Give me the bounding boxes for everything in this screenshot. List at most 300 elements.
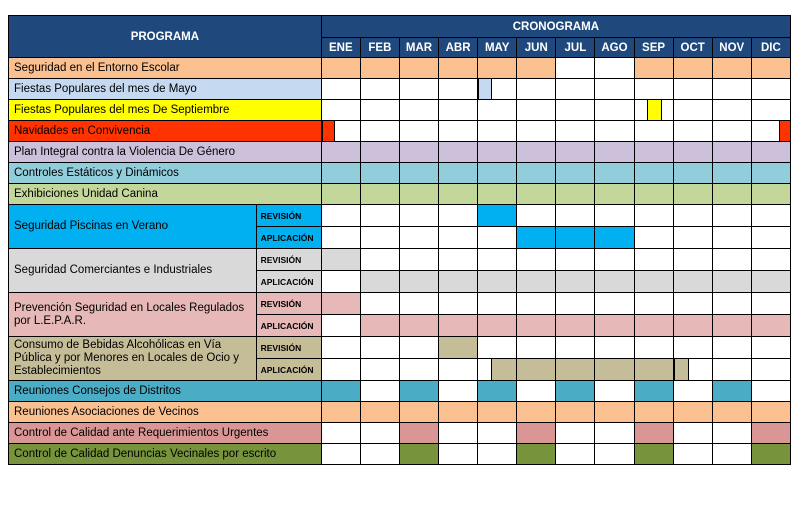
month-cell-may bbox=[478, 249, 517, 271]
month-cell-feb bbox=[360, 337, 399, 359]
schedule-bar bbox=[595, 315, 633, 336]
month-cell-abr bbox=[439, 79, 478, 100]
program-row bbox=[9, 163, 791, 184]
month-cell-oct bbox=[673, 337, 712, 359]
month-cell-dic bbox=[751, 402, 790, 423]
schedule-bar bbox=[635, 402, 673, 422]
schedule-bar bbox=[752, 142, 790, 162]
month-cell-jul bbox=[556, 205, 595, 227]
schedule-bar bbox=[517, 184, 555, 204]
month-cell-oct bbox=[673, 142, 712, 163]
month-cell-ene bbox=[321, 205, 360, 227]
schedule-bar bbox=[752, 58, 790, 78]
month-cell-jul bbox=[556, 100, 595, 121]
month-cell-ene bbox=[321, 227, 360, 249]
month-cell-ago bbox=[595, 444, 634, 465]
month-cell-sep bbox=[634, 58, 673, 79]
program-name: Control de Calidad Denuncias Vecinales por escrito bbox=[9, 444, 322, 465]
phase-label: APLICACIÓN bbox=[256, 315, 321, 337]
month-cell-mar bbox=[399, 142, 438, 163]
month-cell-oct bbox=[673, 79, 712, 100]
program-row bbox=[9, 142, 791, 163]
schedule-bar bbox=[595, 142, 633, 162]
month-cell-sep bbox=[634, 79, 673, 100]
month-cell-ago bbox=[595, 205, 634, 227]
month-cell-jun bbox=[517, 402, 556, 423]
month-cell-ene bbox=[321, 359, 360, 381]
program-row bbox=[9, 423, 791, 444]
month-cell-ago bbox=[595, 163, 634, 184]
schedule-bar bbox=[478, 58, 516, 78]
month-cell-feb bbox=[360, 142, 399, 163]
schedule-bar bbox=[635, 142, 673, 162]
program-name: Reuniones Consejos de Distritos bbox=[9, 381, 322, 402]
schedule-bar bbox=[400, 163, 438, 183]
schedule-bar bbox=[635, 359, 673, 380]
month-cell-feb bbox=[360, 359, 399, 381]
month-cell-jun bbox=[517, 423, 556, 444]
schedule-bar bbox=[635, 423, 673, 443]
schedule-bar bbox=[322, 58, 360, 78]
month-cell-oct bbox=[673, 381, 712, 402]
program-row bbox=[9, 79, 791, 100]
month-cell-mar bbox=[399, 271, 438, 293]
month-cell-feb bbox=[360, 79, 399, 100]
month-cell-ago bbox=[595, 100, 634, 121]
month-cell-dic bbox=[751, 315, 790, 337]
schedule-bar bbox=[478, 271, 516, 292]
schedule-bar bbox=[713, 184, 751, 204]
phase-label: APLICACIÓN bbox=[256, 271, 321, 293]
month-cell-ene bbox=[321, 163, 360, 184]
month-cell-feb bbox=[360, 184, 399, 205]
month-cell-ene bbox=[321, 402, 360, 423]
schedule-bar bbox=[674, 184, 712, 204]
schedule-bar bbox=[400, 58, 438, 78]
schedule-bar bbox=[752, 271, 790, 292]
schedule-bar bbox=[361, 402, 399, 422]
month-cell-feb bbox=[360, 402, 399, 423]
program-row bbox=[9, 121, 791, 142]
month-header-mar: MAR bbox=[399, 38, 438, 58]
month-cell-jul bbox=[556, 184, 595, 205]
program-row bbox=[9, 293, 791, 315]
program-row bbox=[9, 381, 791, 402]
month-header-feb: FEB bbox=[360, 38, 399, 58]
month-cell-feb bbox=[360, 227, 399, 249]
schedule-bar bbox=[361, 184, 399, 204]
month-header-sep: SEP bbox=[634, 38, 673, 58]
month-cell-abr bbox=[439, 249, 478, 271]
schedule-bar bbox=[322, 142, 360, 162]
month-cell-jun bbox=[517, 315, 556, 337]
month-cell-feb bbox=[360, 271, 399, 293]
month-cell-dic bbox=[751, 337, 790, 359]
month-cell-mar bbox=[399, 58, 438, 79]
program-row bbox=[9, 444, 791, 465]
month-cell-feb bbox=[360, 163, 399, 184]
month-cell-jul bbox=[556, 163, 595, 184]
month-cell-oct bbox=[673, 293, 712, 315]
month-cell-sep bbox=[634, 205, 673, 227]
month-cell-feb bbox=[360, 249, 399, 271]
month-cell-jul bbox=[556, 315, 595, 337]
month-cell-jun bbox=[517, 271, 556, 293]
month-cell-mar bbox=[399, 79, 438, 100]
month-cell-nov bbox=[712, 402, 751, 423]
program-name: Prevención Seguridad en Locales Regulados por L.E.P.A.R. bbox=[9, 293, 257, 337]
schedule-bar bbox=[713, 315, 751, 336]
month-cell-nov bbox=[712, 337, 751, 359]
month-cell-abr bbox=[439, 381, 478, 402]
schedule-bar bbox=[439, 58, 477, 78]
month-cell-jun bbox=[517, 205, 556, 227]
schedule-bar bbox=[779, 121, 791, 141]
month-cell-feb bbox=[360, 423, 399, 444]
month-cell-jul bbox=[556, 249, 595, 271]
month-cell-feb bbox=[360, 100, 399, 121]
month-cell-jun bbox=[517, 142, 556, 163]
month-cell-oct bbox=[673, 444, 712, 465]
month-cell-sep bbox=[634, 359, 673, 381]
month-header-dic: DIC bbox=[751, 38, 790, 58]
month-cell-jul bbox=[556, 271, 595, 293]
month-cell-ene bbox=[321, 444, 360, 465]
schedule-bar bbox=[361, 271, 399, 292]
month-cell-mar bbox=[399, 337, 438, 359]
program-name: Navidades en Convivencia bbox=[9, 121, 322, 142]
month-cell-may bbox=[478, 227, 517, 249]
schedule-bar bbox=[635, 163, 673, 183]
month-cell-mar bbox=[399, 205, 438, 227]
month-cell-dic bbox=[751, 271, 790, 293]
month-cell-may bbox=[478, 402, 517, 423]
month-cell-dic bbox=[751, 121, 790, 142]
month-header-oct: OCT bbox=[673, 38, 712, 58]
month-cell-jun bbox=[517, 79, 556, 100]
schedule-bar bbox=[674, 402, 712, 422]
schedule-bar bbox=[517, 58, 555, 78]
month-cell-feb bbox=[360, 205, 399, 227]
month-cell-abr bbox=[439, 205, 478, 227]
month-cell-jul bbox=[556, 381, 595, 402]
month-cell-jul bbox=[556, 79, 595, 100]
month-cell-sep bbox=[634, 337, 673, 359]
schedule-bar bbox=[635, 381, 673, 401]
month-cell-dic bbox=[751, 381, 790, 402]
month-cell-oct bbox=[673, 402, 712, 423]
month-cell-may bbox=[478, 184, 517, 205]
phase-label: APLICACIÓN bbox=[256, 227, 321, 249]
month-cell-ago bbox=[595, 79, 634, 100]
month-cell-feb bbox=[360, 444, 399, 465]
month-cell-sep bbox=[634, 381, 673, 402]
month-cell-dic bbox=[751, 100, 790, 121]
program-row bbox=[9, 249, 791, 271]
month-cell-dic bbox=[751, 205, 790, 227]
month-cell-jun bbox=[517, 337, 556, 359]
schedule-bar bbox=[361, 142, 399, 162]
schedule-bar bbox=[439, 402, 477, 422]
month-cell-ago bbox=[595, 249, 634, 271]
month-cell-jul bbox=[556, 402, 595, 423]
schedule-bar bbox=[478, 163, 516, 183]
month-cell-ago bbox=[595, 402, 634, 423]
schedule-bar bbox=[322, 381, 360, 401]
month-cell-ago bbox=[595, 184, 634, 205]
month-cell-ago bbox=[595, 423, 634, 444]
month-cell-nov bbox=[712, 444, 751, 465]
month-cell-sep bbox=[634, 423, 673, 444]
program-name: Seguridad Comerciantes e Industriales bbox=[9, 249, 257, 293]
month-cell-abr bbox=[439, 121, 478, 142]
schedule-bar bbox=[556, 381, 594, 401]
schedule-bar bbox=[556, 271, 594, 292]
schedule-bar bbox=[439, 184, 477, 204]
month-cell-jun bbox=[517, 249, 556, 271]
month-cell-mar bbox=[399, 163, 438, 184]
schedule-bar bbox=[478, 402, 516, 422]
schedule-bar bbox=[635, 271, 673, 292]
month-cell-mar bbox=[399, 184, 438, 205]
month-cell-dic bbox=[751, 293, 790, 315]
schedule-bar bbox=[752, 163, 790, 183]
month-cell-may bbox=[478, 79, 517, 100]
month-cell-ene bbox=[321, 337, 360, 359]
schedule-bar bbox=[517, 227, 555, 248]
month-cell-oct bbox=[673, 271, 712, 293]
schedule-bar bbox=[478, 381, 516, 401]
schedule-bar bbox=[517, 423, 555, 443]
month-cell-abr bbox=[439, 337, 478, 359]
month-cell-may bbox=[478, 271, 517, 293]
month-cell-jun bbox=[517, 184, 556, 205]
month-cell-dic bbox=[751, 79, 790, 100]
schedule-bar bbox=[713, 58, 751, 78]
month-cell-oct bbox=[673, 249, 712, 271]
schedule-bar bbox=[439, 337, 477, 358]
program-name: Exhibiciones Unidad Canina bbox=[9, 184, 322, 205]
schedule-bar bbox=[635, 184, 673, 204]
month-cell-jun bbox=[517, 359, 556, 381]
phase-label: APLICACIÓN bbox=[256, 359, 321, 381]
month-cell-jun bbox=[517, 293, 556, 315]
month-cell-oct bbox=[673, 58, 712, 79]
month-cell-abr bbox=[439, 163, 478, 184]
schedule-bar bbox=[635, 315, 673, 336]
month-cell-abr bbox=[439, 100, 478, 121]
month-cell-nov bbox=[712, 381, 751, 402]
program-name: Seguridad en el Entorno Escolar bbox=[9, 58, 322, 79]
month-cell-sep bbox=[634, 121, 673, 142]
month-cell-dic bbox=[751, 227, 790, 249]
phase-label: REVISIÓN bbox=[256, 249, 321, 271]
month-cell-ago bbox=[595, 381, 634, 402]
program-row bbox=[9, 337, 791, 359]
schedule-bar bbox=[400, 402, 438, 422]
schedule-bar bbox=[752, 184, 790, 204]
month-cell-ene bbox=[321, 423, 360, 444]
schedule-bar bbox=[400, 271, 438, 292]
month-cell-ene bbox=[321, 381, 360, 402]
month-cell-sep bbox=[634, 142, 673, 163]
month-cell-jun bbox=[517, 100, 556, 121]
month-cell-sep bbox=[634, 249, 673, 271]
month-cell-dic bbox=[751, 444, 790, 465]
month-cell-ene bbox=[321, 79, 360, 100]
schedule-bar bbox=[517, 142, 555, 162]
month-cell-feb bbox=[360, 293, 399, 315]
month-cell-sep bbox=[634, 402, 673, 423]
month-cell-feb bbox=[360, 381, 399, 402]
month-cell-ene bbox=[321, 121, 360, 142]
schedule-bar bbox=[713, 381, 751, 401]
month-cell-abr bbox=[439, 227, 478, 249]
month-cell-dic bbox=[751, 184, 790, 205]
month-cell-mar bbox=[399, 381, 438, 402]
month-cell-mar bbox=[399, 315, 438, 337]
month-cell-nov bbox=[712, 359, 751, 381]
program-name: Consumo de Bebidas Alcohólicas en Vía Pública y por Menores en Locales de Ocio y Establecimientos bbox=[9, 337, 257, 381]
schedule-bar bbox=[595, 227, 633, 248]
month-cell-jun bbox=[517, 163, 556, 184]
schedule-bar bbox=[595, 402, 633, 422]
schedule-bar bbox=[439, 315, 477, 336]
month-cell-may bbox=[478, 163, 517, 184]
schedule-bar bbox=[400, 381, 438, 401]
month-cell-sep bbox=[634, 227, 673, 249]
month-cell-mar bbox=[399, 444, 438, 465]
month-cell-nov bbox=[712, 271, 751, 293]
phase-label: REVISIÓN bbox=[256, 205, 321, 227]
month-cell-oct bbox=[673, 423, 712, 444]
month-cell-abr bbox=[439, 444, 478, 465]
month-cell-may bbox=[478, 100, 517, 121]
schedule-bar bbox=[635, 444, 673, 464]
schedule-bar bbox=[478, 79, 491, 99]
month-cell-nov bbox=[712, 163, 751, 184]
month-cell-nov bbox=[712, 58, 751, 79]
month-header-jul: JUL bbox=[556, 38, 595, 58]
month-cell-ene bbox=[321, 271, 360, 293]
schedule-bar bbox=[595, 163, 633, 183]
schedule-bar bbox=[478, 205, 516, 226]
program-row bbox=[9, 100, 791, 121]
month-cell-mar bbox=[399, 293, 438, 315]
month-cell-oct bbox=[673, 100, 712, 121]
month-cell-may bbox=[478, 359, 517, 381]
month-cell-abr bbox=[439, 142, 478, 163]
program-row bbox=[9, 205, 791, 227]
schedule-bar bbox=[713, 402, 751, 422]
schedule-bar bbox=[635, 58, 673, 78]
month-cell-sep bbox=[634, 293, 673, 315]
month-cell-ago bbox=[595, 293, 634, 315]
program-name: Fiestas Populares del mes De Septiembre bbox=[9, 100, 322, 121]
month-cell-nov bbox=[712, 100, 751, 121]
schedule-bar bbox=[517, 163, 555, 183]
month-cell-feb bbox=[360, 121, 399, 142]
schedule-bar bbox=[713, 271, 751, 292]
month-cell-ago bbox=[595, 315, 634, 337]
schedule-bar bbox=[400, 423, 438, 443]
month-cell-dic bbox=[751, 163, 790, 184]
month-cell-mar bbox=[399, 359, 438, 381]
month-cell-jun bbox=[517, 227, 556, 249]
month-cell-nov bbox=[712, 184, 751, 205]
month-cell-mar bbox=[399, 121, 438, 142]
schedule-bar bbox=[439, 271, 477, 292]
month-cell-abr bbox=[439, 271, 478, 293]
phase-label: REVISIÓN bbox=[256, 337, 321, 359]
month-cell-abr bbox=[439, 402, 478, 423]
programa-header: PROGRAMA bbox=[9, 16, 322, 58]
month-cell-oct bbox=[673, 121, 712, 142]
schedule-bar bbox=[491, 359, 516, 380]
month-cell-ago bbox=[595, 227, 634, 249]
month-cell-ene bbox=[321, 184, 360, 205]
month-cell-nov bbox=[712, 142, 751, 163]
month-cell-jul bbox=[556, 444, 595, 465]
schedule-bar bbox=[517, 315, 555, 336]
program-row bbox=[9, 58, 791, 79]
month-cell-nov bbox=[712, 315, 751, 337]
program-rows bbox=[9, 58, 791, 465]
schedule-bar bbox=[674, 58, 712, 78]
month-cell-oct bbox=[673, 184, 712, 205]
month-cell-jul bbox=[556, 121, 595, 142]
schedule-bar bbox=[517, 444, 555, 464]
month-cell-nov bbox=[712, 293, 751, 315]
month-cell-ago bbox=[595, 121, 634, 142]
schedule-bar bbox=[647, 100, 662, 120]
month-cell-may bbox=[478, 337, 517, 359]
schedule-bar bbox=[478, 142, 516, 162]
schedule-bar bbox=[400, 142, 438, 162]
program-name: Seguridad Piscinas en Verano bbox=[9, 205, 257, 249]
month-cell-jul bbox=[556, 58, 595, 79]
month-cell-jul bbox=[556, 142, 595, 163]
month-cell-abr bbox=[439, 315, 478, 337]
month-header-may: MAY bbox=[478, 38, 517, 58]
schedule-bar bbox=[517, 402, 555, 422]
month-cell-nov bbox=[712, 249, 751, 271]
program-row bbox=[9, 402, 791, 423]
schedule-bar bbox=[713, 163, 751, 183]
month-cell-mar bbox=[399, 423, 438, 444]
program-name: Plan Integral contra la Violencia De Género bbox=[9, 142, 322, 163]
schedule-bar bbox=[439, 142, 477, 162]
month-cell-ene bbox=[321, 249, 360, 271]
month-cell-sep bbox=[634, 315, 673, 337]
program-name: Control de Calidad ante Requerimientos Urgentes bbox=[9, 423, 322, 444]
month-cell-nov bbox=[712, 423, 751, 444]
schedule-bar bbox=[556, 402, 594, 422]
month-cell-may bbox=[478, 121, 517, 142]
month-header-abr: ABR bbox=[439, 38, 478, 58]
month-cell-ago bbox=[595, 359, 634, 381]
month-cell-oct bbox=[673, 227, 712, 249]
month-cell-ene bbox=[321, 142, 360, 163]
schedule-bar bbox=[400, 444, 438, 464]
program-name: Controles Estáticos y Dinámicos bbox=[9, 163, 322, 184]
schedule-bar bbox=[556, 359, 594, 380]
schedule-bar bbox=[361, 315, 399, 336]
schedule-bar bbox=[752, 402, 790, 422]
schedule-bar bbox=[322, 249, 360, 270]
schedule-bar bbox=[400, 184, 438, 204]
schedule-bar bbox=[674, 359, 689, 380]
